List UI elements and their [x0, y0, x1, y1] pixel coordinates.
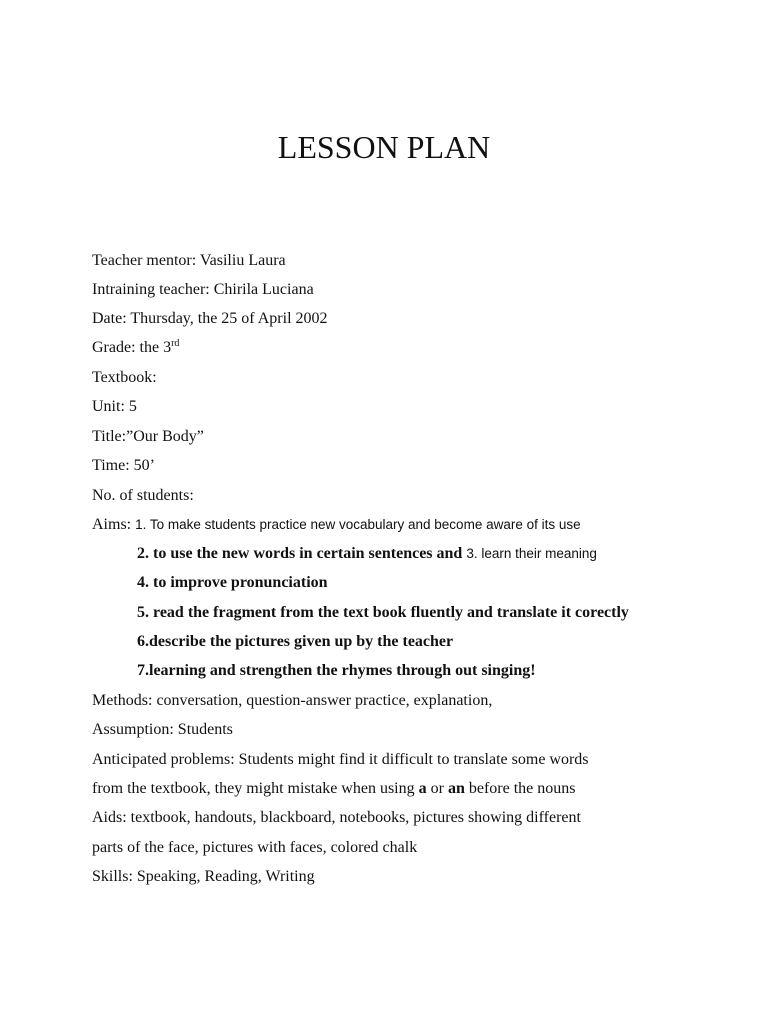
problems-line-1: Anticipated problems: Students might find it difficult to translate some words [92, 751, 589, 768]
methods-line: Methods: conversation, question-answer practice, explanation, [92, 692, 493, 709]
date-line: Date: Thursday, the 25 of April 2002 [92, 310, 328, 327]
grade-text: Grade: the 3 [92, 339, 172, 356]
page-title: LESSON PLAN [277, 129, 491, 165]
aim-4 [137, 573, 748, 593]
aim-5 [137, 603, 748, 623]
intraining-teacher-line: Intraining teacher: Chirila Luciana [92, 281, 314, 298]
aids-line-2: parts of the face, pictures with faces, colored chalk [92, 839, 418, 856]
article-an: an [447, 780, 465, 797]
aim-1: 1. To make students practice new vocabulary and become aware of its use [135, 517, 581, 532]
textbook-line: Textbook: [92, 369, 157, 386]
time-line: Time: 50’ [92, 457, 155, 474]
assumption-line: Assumption: Students [92, 721, 233, 738]
grade-superscript: rd [171, 338, 180, 349]
aids-line-1: Aids: textbook, handouts, blackboard, notebooks, pictures showing different [92, 809, 581, 826]
article-a: a [418, 780, 427, 797]
problems-text-a: from the textbook, they might mistake when using [92, 780, 419, 797]
aim-6 [137, 632, 748, 652]
aim-3: 3. learn their meaning [466, 546, 597, 561]
aim-5-text: 5. read the fragment from the text book fluently and translate it corectly [137, 604, 629, 621]
skills-line: Skills: Speaking, Reading, Writing [92, 868, 315, 885]
aims-line-2 [137, 544, 748, 564]
title-line: Title:”Our Body” [92, 428, 204, 445]
aims-label: Aims: [92, 516, 136, 533]
unit-line: Unit: 5 [92, 398, 137, 415]
aim-7 [137, 661, 748, 681]
students-line: No. of students: [92, 487, 194, 504]
problems-or: or [426, 780, 448, 797]
problems-text-b: before the nouns [464, 780, 576, 797]
aim-2: 2. to use the new words in certain sentences and [137, 545, 467, 562]
aim-6-text: 6.describe the pictures given up by the teacher [137, 633, 454, 650]
teacher-mentor-line: Teacher mentor: Vasiliu Laura [92, 252, 286, 269]
aim-7-text: 7.learning and strengthen the rhymes through out singing! [137, 662, 536, 679]
aim-4-text: 4. to improve pronunciation [137, 574, 328, 591]
problems-line-2 [92, 779, 748, 799]
aims-line [92, 515, 748, 535]
grade-line [92, 338, 748, 358]
